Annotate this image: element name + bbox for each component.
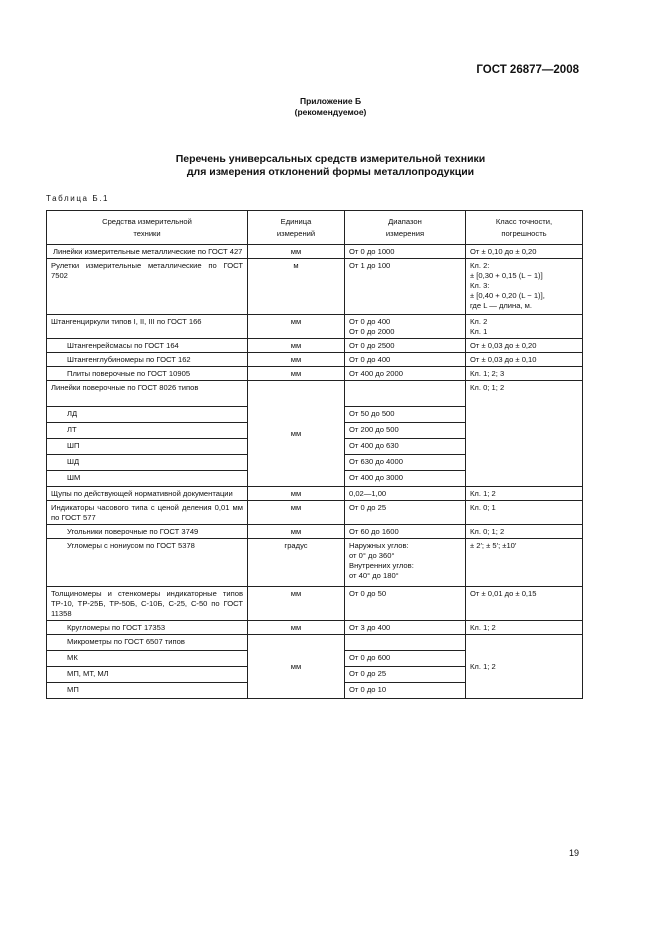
table-title-line1: Перечень универсальных средств измерительной техники	[175, 153, 486, 165]
range-cell: От 630 до 4000	[345, 455, 466, 471]
document-standard-header: ГОСТ 26877—2008	[476, 64, 579, 76]
accuracy-cell: Кл. 1; 2	[466, 635, 583, 699]
instrument-type: ШП	[47, 439, 248, 455]
range-cell: От 0 до 400 От 0 до 2000	[345, 315, 466, 339]
table-row	[47, 501, 583, 525]
accuracy-cell: От ± 0,10 до ± 0,20	[466, 245, 583, 259]
table-header-row	[47, 211, 583, 245]
range-cell: От 0 до 400	[345, 353, 466, 367]
accuracy-cell: От ± 0,03 до ± 0,10	[466, 353, 583, 367]
col-header-instruments: Средства измерительной техники	[47, 211, 248, 245]
unit-cell: мм	[248, 501, 345, 525]
instrument-name: Линейки измерительные металлические по ГОСТ 427	[47, 245, 248, 259]
instrument-type: ЛТ	[47, 423, 248, 439]
range-cell: От 0 до 10	[345, 683, 466, 699]
col-header-range: Диапазон измерения	[345, 211, 466, 245]
accuracy-cell: Кл. 0; 1; 2	[466, 525, 583, 539]
table-row	[47, 621, 583, 635]
unit-cell: мм	[248, 487, 345, 501]
range-cell	[345, 381, 466, 407]
accuracy-cell: От ± 0,01 до ± 0,15	[466, 587, 583, 621]
unit-cell: мм	[248, 245, 345, 259]
range-cell: От 3 до 400	[345, 621, 466, 635]
col-header-unit: Единица измерений	[248, 211, 345, 245]
unit-cell: м	[248, 259, 345, 315]
unit-cell: мм	[248, 339, 345, 353]
table-row	[47, 353, 583, 367]
instrument-type: ШД	[47, 455, 248, 471]
instrument-type: ЛД	[47, 407, 248, 423]
accuracy-cell: Кл. 1; 2	[466, 621, 583, 635]
accuracy-cell: Кл. 0; 1	[466, 501, 583, 525]
instrument-name: Щупы по действующей нормативной документации	[47, 487, 248, 501]
unit-cell: мм	[248, 621, 345, 635]
table-row	[47, 525, 583, 539]
instrument-type: МП, МТ, МЛ	[47, 667, 248, 683]
table-title-line2: для измерения отклонений формы металлопродукции	[186, 166, 475, 178]
unit-cell: мм	[248, 587, 345, 621]
accuracy-cell: Кл. 0; 1; 2	[466, 381, 583, 487]
range-cell: Наружных углов: от 0° до 360° Внутренних углов: от 40° до 180°	[345, 539, 466, 587]
instrument-name: Штангенглубиномеры по ГОСТ 162	[47, 353, 248, 367]
table-row	[47, 635, 583, 651]
appendix-title: Приложение Б	[299, 96, 362, 106]
range-cell: От 60 до 1600	[345, 525, 466, 539]
col-header-accuracy: Класс точности, погрешность	[466, 211, 583, 245]
range-cell: 0,02—1,00	[345, 487, 466, 501]
accuracy-cell: ± 2′; ± 5′; ±10′	[466, 539, 583, 587]
instrument-type: МК	[47, 651, 248, 667]
instrument-name: Плиты поверочные по ГОСТ 10905	[47, 367, 248, 381]
appendix-note: (рекомендуемое)	[294, 107, 367, 117]
table-row	[47, 339, 583, 353]
table-label: Таблица Б.1	[46, 194, 110, 203]
instruments-table	[46, 210, 583, 699]
instrument-type: ШМ	[47, 471, 248, 487]
range-cell: От 400 до 3000	[345, 471, 466, 487]
instrument-name: Линейки поверочные по ГОСТ 8026 типов	[47, 381, 248, 407]
instrument-name: Микрометры по ГОСТ 6507 типов	[47, 635, 248, 651]
range-cell: От 400 до 630	[345, 439, 466, 455]
range-cell: От 0 до 2500	[345, 339, 466, 353]
instrument-name: Угломеры с нониусом по ГОСТ 5378	[47, 539, 248, 587]
accuracy-cell: От ± 0,03 до ± 0,20	[466, 339, 583, 353]
unit-cell: мм	[248, 315, 345, 339]
instrument-name: Штангенрейсмасы по ГОСТ 164	[47, 339, 248, 353]
range-cell: От 400 до 2000	[345, 367, 466, 381]
unit-cell: мм	[248, 635, 345, 699]
unit-cell: градус	[248, 539, 345, 587]
range-cell: От 0 до 25	[345, 667, 466, 683]
table-row	[47, 587, 583, 621]
instrument-name: Рулетки измерительные металлические по ГОСТ 7502	[47, 259, 248, 315]
unit-cell: мм	[248, 525, 345, 539]
instrument-name: Кругломеры по ГОСТ 17353	[47, 621, 248, 635]
range-cell: От 0 до 600	[345, 651, 466, 667]
instrument-type: МП	[47, 683, 248, 699]
range-cell: От 0 до 1000	[345, 245, 466, 259]
range-cell: От 0 до 25	[345, 501, 466, 525]
range-cell: От 200 до 500	[345, 423, 466, 439]
accuracy-cell: Кл. 1; 2; 3	[466, 367, 583, 381]
instrument-name: Индикаторы часового типа с ценой деления 0,01 мм по ГОСТ 577	[47, 501, 248, 525]
unit-cell: мм	[248, 353, 345, 367]
range-cell: От 0 до 50	[345, 587, 466, 621]
range-cell: От 1 до 100	[345, 259, 466, 315]
table-row	[47, 245, 583, 259]
accuracy-cell: Кл. 2 Кл. 1	[466, 315, 583, 339]
table-row	[47, 315, 583, 339]
table-row	[47, 367, 583, 381]
table-row	[47, 259, 583, 315]
instrument-name: Толщиномеры и стенкомеры индикаторные типов ТР-10, ТР-25Б, ТР-50Б, С-10Б, С-25, С-50 по ГОСТ 11358	[47, 587, 248, 621]
table-row	[47, 539, 583, 587]
range-cell	[345, 635, 466, 651]
accuracy-cell: Кл. 2: ± [0,30 + 0,15 (L − 1)] Кл. 3: ± [0,40 + 0,20 (L − 1)], где L — длина, м.	[466, 259, 583, 315]
instrument-name: Угольники поверочные по ГОСТ 3749	[47, 525, 248, 539]
instrument-name: Штангенциркули типов I, II, III по ГОСТ 166	[47, 315, 248, 339]
unit-cell: мм	[248, 367, 345, 381]
unit-cell: мм	[248, 381, 345, 487]
range-cell: От 50 до 500	[345, 407, 466, 423]
accuracy-cell: Кл. 1; 2	[466, 487, 583, 501]
page-number: 19	[568, 848, 579, 858]
table-row	[47, 487, 583, 501]
table-row	[47, 381, 583, 407]
